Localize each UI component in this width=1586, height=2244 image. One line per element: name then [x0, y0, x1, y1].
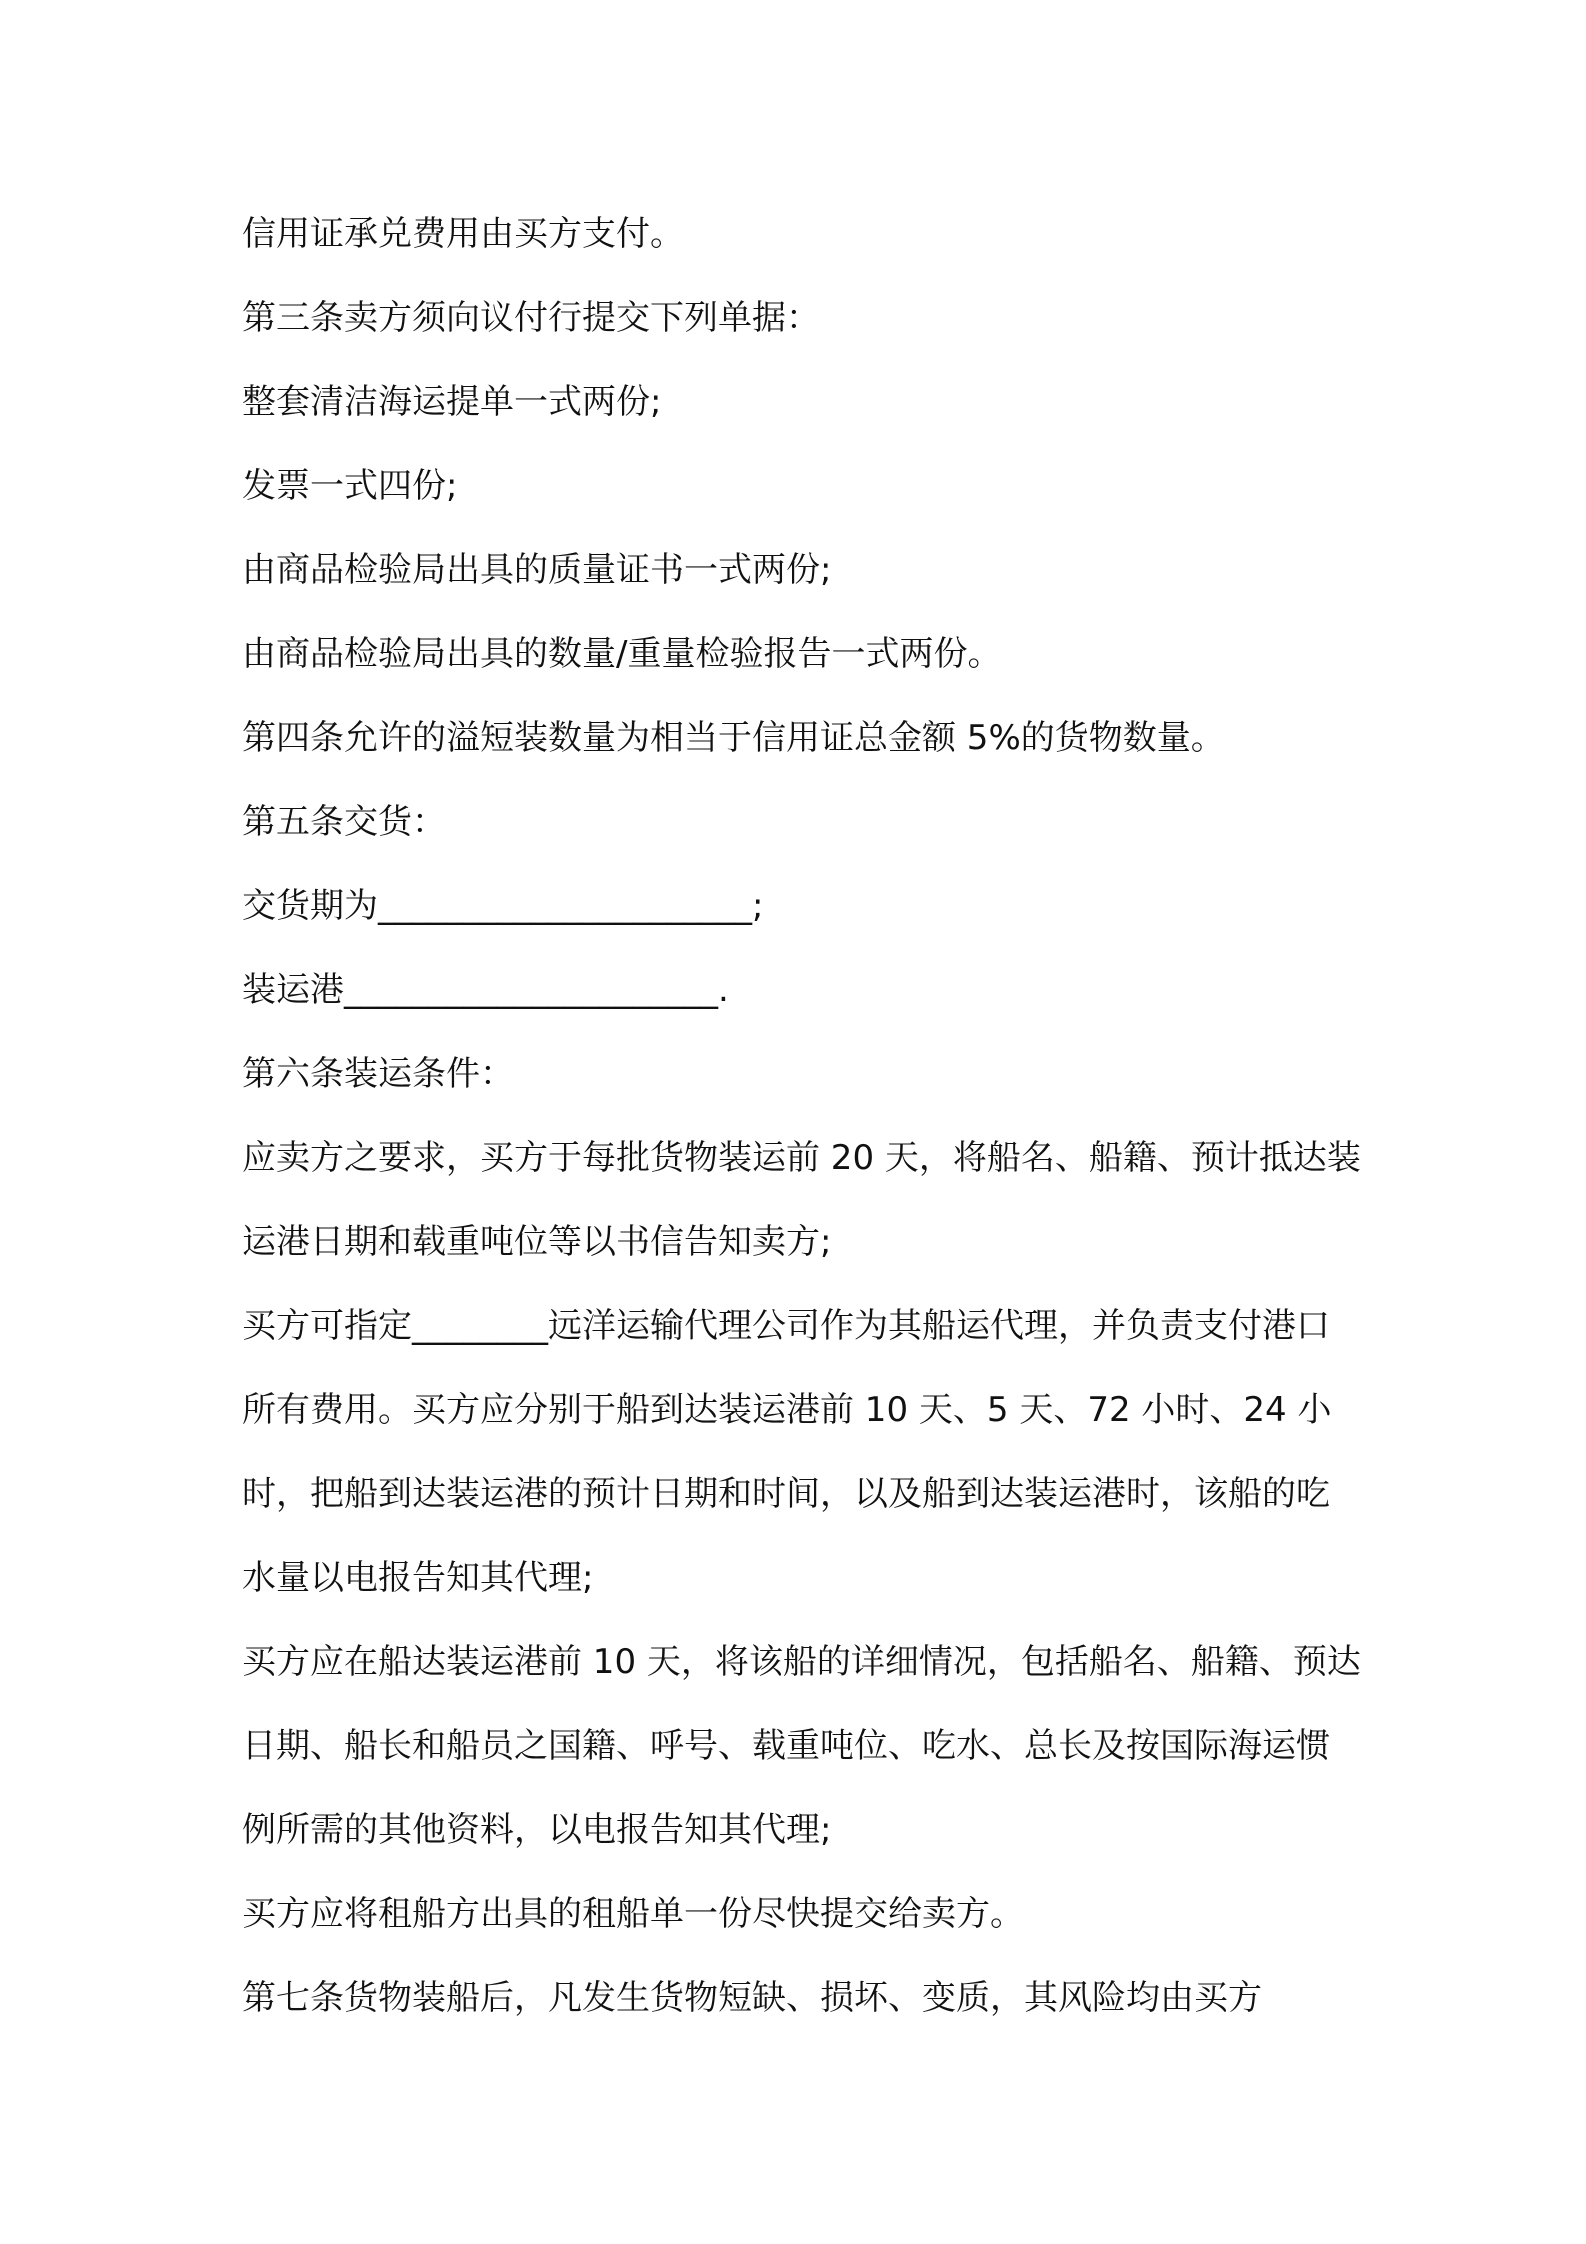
- paragraph-bill-of-lading: 整套清洁海运提单一式两份;: [242, 382, 662, 422]
- paragraph-charter-party: 买方应将租船方出具的租船单一份尽快提交给卖方。: [242, 1894, 1024, 1934]
- paragraph-article-5-heading: 第五条交货：: [242, 802, 446, 842]
- paragraph-loading-port: 装运港______________________.: [242, 970, 729, 1010]
- paragraph-weight-report: 由商品检验局出具的数量/重量检验报告一式两份。: [242, 634, 1002, 674]
- paragraph-quality-certificate: 由商品检验局出具的质量证书一式两份;: [242, 550, 832, 590]
- paragraph-article-6-heading: 第六条装运条件：: [242, 1054, 514, 1094]
- paragraph-delivery-period: 交货期为______________________;: [242, 886, 764, 926]
- document-body: [242, 192, 1362, 2040]
- paragraph-article-3-heading: 第三条卖方须向议付行提交下列单据：: [242, 298, 820, 338]
- paragraph-lc-fee: 信用证承兑费用由买方支付。: [242, 214, 684, 254]
- paragraph-ship-notice: 应卖方之要求，买方于每批货物装运前 20 天，将船名、船籍、预计抵达装运港日期和载重吨位等以书信告知卖方;: [242, 1138, 1361, 1262]
- paragraph-ship-details: 买方应在船达装运港前 10 天，将该船的详细情况，包括船名、船籍、预达日期、船长和船员之国籍、呼号、载重吨位、吃水、总长及按国际海运惯例所需的其他资料，以电报告知其代理;: [242, 1642, 1361, 1850]
- paragraph-shipping-agent: 买方可指定________远洋运输代理公司作为其船运代理，并负责支付港口所有费用。买方应分别于船到达装运港前 10 天、5 天、72 小时、24 小时，把船到达装运港的预计日期和时间，以及船到达装运港时，该船的吃水量以电报告知其代理;: [242, 1306, 1332, 1598]
- paragraph-article-7: 第七条货物装船后，凡发生货物短缺、损坏、变质，其风险均由买方: [242, 1978, 1262, 2018]
- paragraph-invoice: 发票一式四份;: [242, 466, 458, 506]
- paragraph-article-4: 第四条允许的溢短装数量为相当于信用证总金额 5%的货物数量。: [242, 718, 1225, 758]
